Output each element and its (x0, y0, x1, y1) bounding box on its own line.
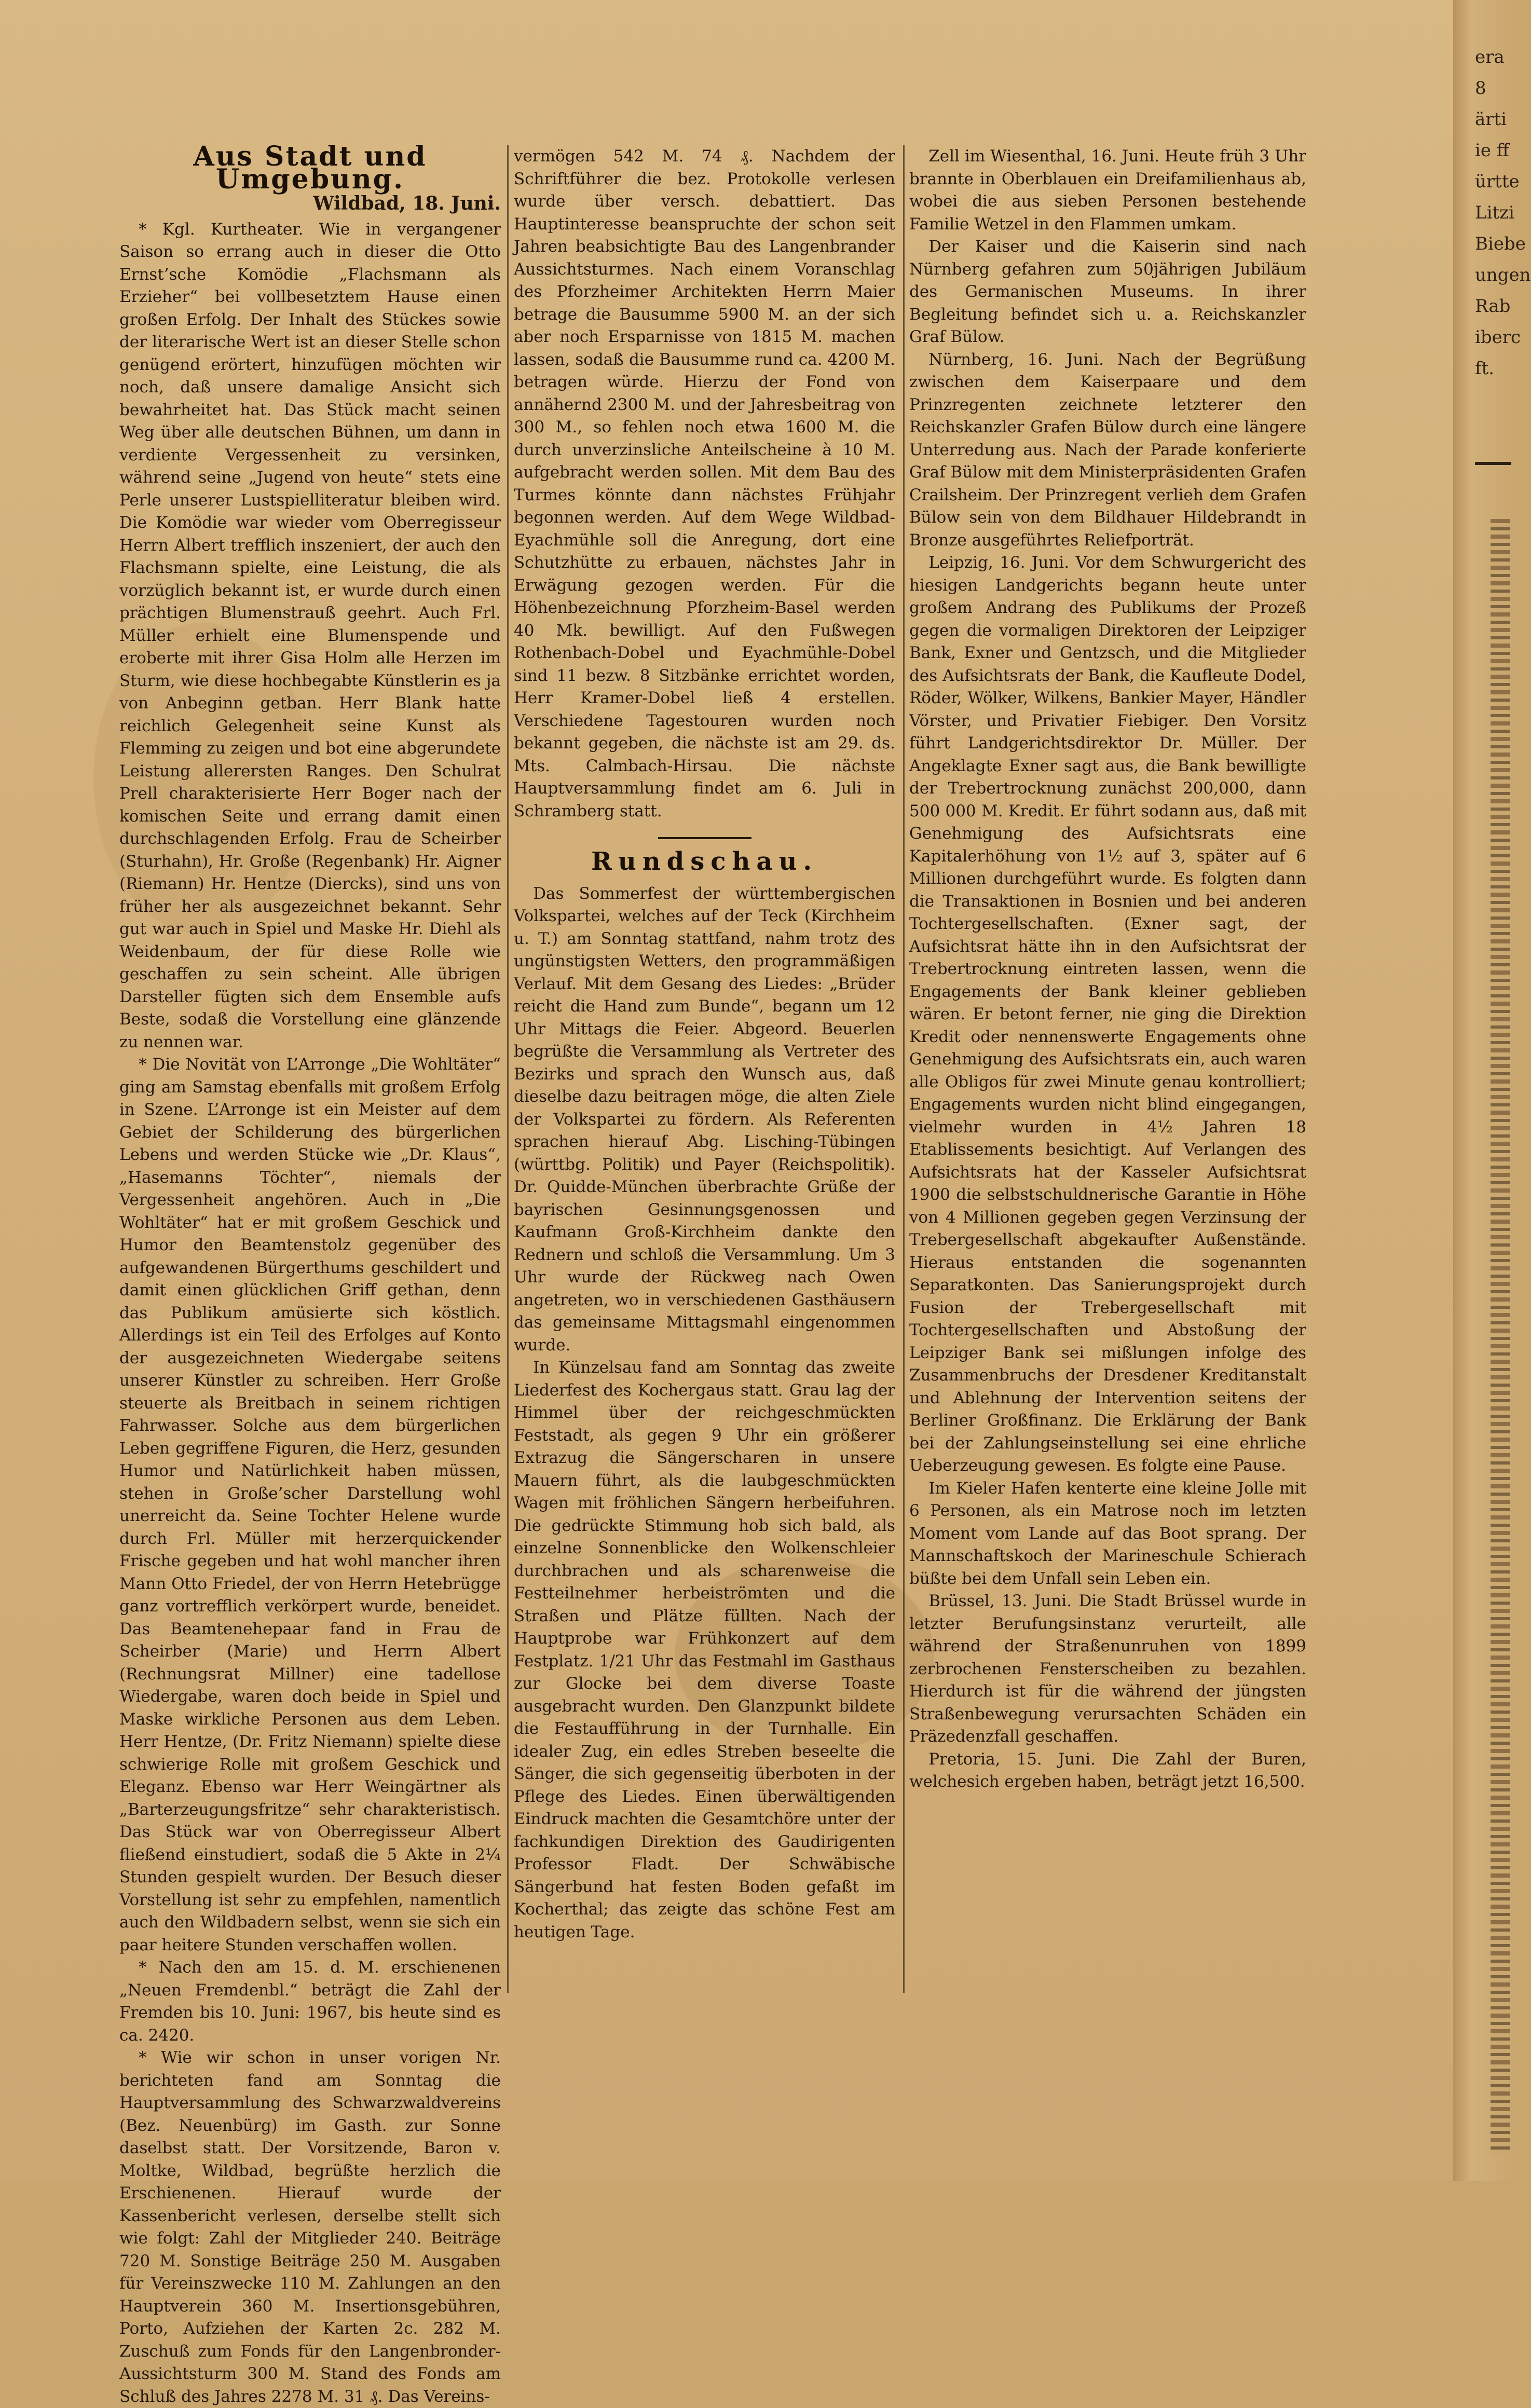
article-paragraph: vermögen 542 M. 74 ₰. Nachdem der Schriftführer die bez. Protokolle verlesen wurde über versch. debattiert. Das Hauptinteresse beanspruchte der schon seit Jahren beabsichtigte Bau des Langenbrander Aussichtsturmes. Nach einem Voranschlag des Pforzheimer Architekten Herrn Maier betrage die Bausumme 5900 M. an der sich aber noch Ersparnisse von 1815 M. machen lassen, sodaß die Bausumme rund ca. 4200 M. betragen würde. Hierzu der Fond von annähernd 2300 M. und der Jahresbeitrag von 300 M., so fehlen noch etwa 1600 M. die durch unverzinsliche Anteilscheine à 10 M. aufgebracht werden sollen. Mit dem Bau des Turmes könnte dann nächstes Frühjahr begonnen werden. Auf dem Wege Wildbad-Eyachmühle soll die Anregung, dort eine Schutzhütte zu erbauen, nächstes Jahr in Erwägung gezogen werden. Für die Höhenbezeichnung Pforzheim-Basel werden 40 Mk. bewilligt. Auf den Fußwegen Rothenbach-Dobel und Eyachmühle-Dobel sind 11 bezw. 8 Sitzbänke errichtet worden, Herr Kramer-Dobel ließ 4 erstellen. Verschiedene Tagestouren wurden noch bekannt gegeben, die nächste ist am 29. ds. Mts. Calmbach-Hirsau. Die nächste Hauptversammlung findet am 6. Juli in Schramberg statt. (514, 147, 895, 820)
article-paragraph: Im Kieler Hafen kenterte eine kleine Jolle mit 6 Personen, als ein Matrose noch im letzten Moment vom Lande auf das Boot sprang. Der Mannschaftskoch der Marineschule Schierach büßte bei dem Unfall sein Leben ein. (909, 1479, 1306, 1588)
column-2 (514, 145, 895, 2117)
section-title: Aus Stadt und Umgebung. (193, 141, 427, 195)
article-paragraph: Zell im Wiesenthal, 16. Juni. Heute früh 3 Uhr brannte in Oberblauen ein Dreifamilienhaus ab, wobei die aus sieben Personen bestehende Familie Wetzel in den Flammen umkam. (909, 147, 1306, 234)
adjacent-page-fragment: 8 (1475, 78, 1486, 99)
section-divider (658, 837, 751, 839)
adjacent-page-fragment: Litzi (1475, 202, 1514, 223)
article-paragraph: In Künzelsau fand am Sonntag das zweite Liederfest des Kochergaus statt. Grau lag der Himmel über der reichgeschmückten Feststadt, als gegen 9 Uhr ein größerer Extrazug die Sängerscharen in unsere Mauern führt, als die laubgeschmückten Wagen mit fröhlichen Sängern herbeifuhren. Die gedrückte Stimmung hob sich bald, als einzelne Sonnenblicke den Wolkenschleier durchbrachen und als scharenweise die Festteilnehmer herbeiströmten und die Straßen und Plätze füllten. Nach der Hauptprobe war Frühkonzert auf dem Festplatz. 1/21 Uhr das Festmahl im Gasthaus zur Glocke bei dem diverse Toaste ausgebracht wurden. Den Glanzpunkt bildete die Festaufführung in der Turnhalle. Ein idealer Zug, ein edles Streben beseelte die Sänger, die sich gegenseitig überboten in der Pflege des Liedes. Einen überwältigenden Eindruck machten die Gesamtchöre unter der fachkundigen Direktion des Gaudirigenten Professor Fladt. Der Schwäbische Sängerbund hat festen Boden gefaßt im Kocherthal; das zeigte das schöne Fest am heutigen Tage. (514, 1358, 895, 1941)
adjacent-page-fragment: ungen (1475, 265, 1531, 285)
article-paragraph: Pretoria, 15. Juni. Die Zahl der Buren, welchesich ergeben haben, beträgt jetzt 16,500. (909, 1749, 1306, 1791)
adjacent-page-fragment: Rab (1475, 296, 1511, 317)
article-paragraph: * Kgl. Kurtheater. Wie in vergangener Saison so errang auch in dieser die Otto Ernst’sche Komödie „Flachsmann als Erzieher“ bei vollbesetztem Hause einen großen Erfolg. Der Inhalt des Stückes sowie der literarische Wert ist an dieser Stelle schon genügend erörtert, hinzufügen möchten wir noch, daß unsere damalige Ansicht sich bewahrheitet hat. Das Stück macht seinen Weg über alle deutschen Bühnen, um dann in verdiente Vergessenheit zu versinken, während seine „Jugend von heute“ stets eine Perle unserer Lustspielliteratur bleiben wird. Die Komödie war wieder vom Oberregisseur Herrn Albert trefflich inszeniert, der auch den Flachsmann spielte, eine Leistung, die als vorzüglich bekannt ist, er wurde durch einen prächtigen Blumenstrauß geehrt. Auch Frl. Müller erhielt eine Blumenspende und eroberte mit ihrer Gisa Holm alle Herzen im Sturm, wie diese hochbegabte Künstlerin es ja von Anbeginn getban. Herr Blank hatte reichlich Gelegenheit seine Kunst als Flemming zu zeigen und bot eine abgerundete Leistung allerersten Ranges. Den Schulrat Prell charakterisierte Herr Boger nach der komischen Seite und errang damit einen durchschlagenden Erfolg. Frau de Scheirber (Sturhahn), Hr. Große (Regenbank) Hr. Aigner (Riemann) Hr. Hentze (Diercks), sind uns von früher her als ausgezeichnet bekannt. Sehr gut war auch in Spiel und Maske Hr. Diehl als Weidenbaum, der für diese Rolle wie geschaffen zu sein scheint. Alle übrigen Darsteller fügten sich dem Ensemble aufs Beste, sodaß die Vorstellung eine glänzende zu nennen war. (119, 220, 501, 1051)
adjacent-page-fragment: ft. (1475, 358, 1495, 379)
column-1 (119, 141, 501, 2406)
article-paragraph: Nürnberg, 16. Juni. Nach der Begrüßung zwischen dem Kaiserpaare und dem Prinzregenten zeichnete letzterer den Reichskanzler Grafen Bülow durch eine längere Unterredung aus. Nach der Parade konferierte Graf Bülow mit dem Ministerpräsidenten Grafen Crailsheim. Der Prinzregent verlieh dem Grafen Bülow sein von dem Bildhauer Hildebrandt in Bronze ausgeführtes Reliefporträt. (909, 350, 1306, 550)
column-3 (909, 145, 1306, 2117)
column-separator (507, 145, 509, 1993)
article-paragraph: Der Kaiser und die Kaiserin sind nach Nürnberg gefahren zum 50jährigen Jubiläum des Germanischen Museums. In ihrer Begleitung befindet sich u. a. Reichskanzler Graf Bülow. (909, 237, 1306, 346)
section-title-rundschau: Rundschau. (591, 847, 818, 876)
column-separator (903, 145, 905, 1993)
adjacent-page-fragment: era (1475, 47, 1505, 67)
adjacent-page-fragment: ürtte (1475, 171, 1520, 192)
dateline: Wildbad, 18. Juni. (313, 193, 501, 214)
article-paragraph: Brüssel, 13. Juni. Die Stadt Brüssel wurde in letzter Berufungsinstanz verurteilt, alle während der Straßenunruhen von 1899 zerbrochenen Fensterscheiben zu bezahlen. Hierdurch ist für die während der jüngsten Straßenbewegung verursachten Schäden ein Präzedenzfall geschaffen. (909, 1592, 1306, 1746)
adjacent-page-fragment: ie ff (1475, 140, 1509, 161)
adjacent-page-fragment: iberc (1475, 327, 1521, 348)
article-paragraph: * Die Novität von L’Arronge „Die Wohltäter“ ging am Samstag ebenfalls mit großem Erfolg in Szene. L’Arronge ist ein Meister auf dem Gebiet der Schilderung des bürgerlichen Lebens und werden Stücke wie „Dr. Klaus“, „Hasemanns Töchter“, niemals der Vergessenheit angehören. Auch in „Die Wohltäter“ hat er mit großem Geschick und Humor den Beamtenstolz gegenüber des aufgewandenen Bürgerthums geschildert und damit einen glücklichen Griff gethan, denn das Publikum amüsierte sich köstlich. Allerdings ist ein Teil des Erfolges auf Konto der ausgezeichneten Wiedergabe seitens unserer Künstler zu schreiben. Herr Große steuerte als Breitbach in seinem richtigen Fahrwasser. Solche aus dem bürgerlichen Leben gegriffene Figuren, die Herz, gesunden Humor und Natürlichkeit haben müssen, stehen in Große’scher Darstellung wohl unerreicht da. Seine Tochter Helene wurde durch Frl. Müller mit herzerquickender Frische gegeben und hat wohl mancher ihren Mann Otto Friedel, der von Herrn Hetebrügge ganz vortrefflich verkörpert wurde, beneidet. Das Beamtenehepaar fand in Frau de Scheirber (Marie) und Herrn Albert (Rechnungsrat Millner) eine tadellose Wiedergabe, waren doch beide in Spiel und Maske wirkliche Personen aus dem Leben. Herr Hentze, (Dr. Fritz Niemann) spielte diese schwierige Rolle mit großem Geschick und Eleganz. Ebenso war Herr Weingärtner als „Barterzeugungsfritze“ sehr charakteristisch. Das Stück war von Oberregisseur Albert fließend einstudiert, sodaß die 5 Akte in 2¼ Stunden gespielt wurden. Der Besuch dieser Vorstellung ist sehr zu empfehlen, namentlich auch den Wildbadern selbst, wenn sie sich ein paar heitere Stunden verschaffen wollen. (119, 1055, 501, 1954)
decorative-border (1491, 519, 1510, 2154)
article-paragraph: Das Sommerfest der württembergischen Volkspartei, welches auf der Teck (Kirchheim u. T.) am Sonntag stattfand, nahm trotz des ungünstigsten Wetters, den programmäßigen Verlauf. Mit dem Gesang des Liedes: „Brüder reicht die Hand zum Bunde“, begann um 12 Uhr Mittags die Feier. Abgeord. Beuerlen begrüßte die Versammlung als Vertreter des Bezirks und sprach den Wunsch aus, daß dieselbe dazu beitragen möge, die alten Ziele der Volkspartei zu fördern. Als Referenten sprachen hierauf Abg. Lisching-Tübingen (württbg. Politik) und Payer (Reichspolitik). Dr. Quidde-München überbrachte Grüße der bayrischen Gesinnungsgenossen und Kaufmann Groß-Kirchheim dankte den Rednern und schloß die Versammlung. Um 3 Uhr wurde der Rückweg nach Owen angetreten, wo in verschiedenen Gasthäusern das gemeinsame Mittagsmahl eingenommen wurde. (514, 884, 895, 1354)
article-paragraph: * Wie wir schon in unser vorigen Nr. berichteten fand am Sonntag die Hauptversammlung des Schwarzwaldvereins (Bez. Neuenbürg) im Gasth. zur Sonne daselbst statt. Der Vorsitzende, Baron v. Moltke, Wildbad, begrüßte herzlich die Erschienenen. Hierauf wurde der Kassenbericht verlesen, derselbe stellt sich wie folgt: Zahl der Mitglieder 240. Beiträge 720 M. Sonstige Beiträge 250 M. Ausgaben für Vereinszwecke 110 M. Zahlungen an den Hauptverein 360 M. Insertionsgebühren, Porto, Aufziehen der Karten 2c. 282 M. Zuschuß zum Fonds für den Langenbronder-Aussichtsturm 300 M. Stand des Fonds am Schluß des Jahres 2278 M. 31 ₰. Das Vereins- (119, 2048, 501, 2406)
adjacent-page-rule (1475, 462, 1511, 465)
article-paragraph: * Nach den am 15. d. M. erschienenen „Neuen Fremdenbl.“ beträgt die Zahl der Fremden bis 10. Juni: 1967, bis heute sind es ca. 2420. (119, 1958, 501, 2045)
article-paragraph: Leipzig, 16. Juni. Vor dem Schwurgericht des hiesigen Landgerichts begann heute unter großem Andrang des Publikums der Prozeß gegen die vormaligen Direktoren der Leipziger Bank, Exner und Gentzsch, und die Mitglieder des Aufsichtsrats der Bank, die Kaufleute Dodel, Röder, Wölker, Wilkens, Bankier Mayer, Händler Vörster, und Privatier Fiebiger. Den Vorsitz führt Landgerichtsdirektor Dr. Müller. Der Angeklagte Exner sagt aus, die Bank bewilligte der Trebertrocknung zunächst 200,000, dann 500 000 M. Kredit. Er führt sodann aus, daß mit Genehmigung des Aufsichtsrats eine Kapitalerhöhung von 1½ auf 3, später auf 6 Millionen durchgeführt wurde. Es folgten dann die Transaktionen in Bosnien und bei anderen Tochtergesellschaften. (Exner sagt, der Aufsichtsrat hätte ihn in den Aufsichtsrat der Trebertrocknung eintreten lassen, wenn die Engagements der Bank kleiner geblieben wären. Er betont ferner, nie ging die Direktion Kredit oder nennenswerte Engagements ohne Genehmigung des Aufsichtsrats ein, auch waren alle Obligos für zwei Minute genau kontrolliert; Engagements wurden nicht blind eingegangen, vielmehr wurden in 4½ Jahren 18 Etablissements besichtigt. Auf Verlangen des Aufsichtsrats hat der Kasseler Aufsichtsrat 1900 die selbstschuldnerische Garantie in Höhe von 4 Millionen gegeben gegen Verzinsung der Trebergesellschaft abgekaufter Außenstände. Hieraus entstanden die sogenannten Separatkonten. Das Sanierungsprojekt durch Fusion der Trebergesellschaft mit Tochtergesellschaften und Abstoßung der Leipziger Bank sei mißlungen infolge des Zusammenbruchs der Dresdener Kreditanstalt und Ablehnung der Intervention seitens der Berliner Großfinanz. Die Erklärung der Bank bei der Zahlungseinstellung sei eine ehrliche Ueberzeugung gewesen. Es folgte eine Pause. (909, 553, 1306, 1475)
adjacent-page-fragment: ärti (1475, 109, 1507, 130)
adjacent-page-fragments (1475, 42, 1531, 384)
adjacent-page-fragment: Biebe (1475, 234, 1526, 254)
